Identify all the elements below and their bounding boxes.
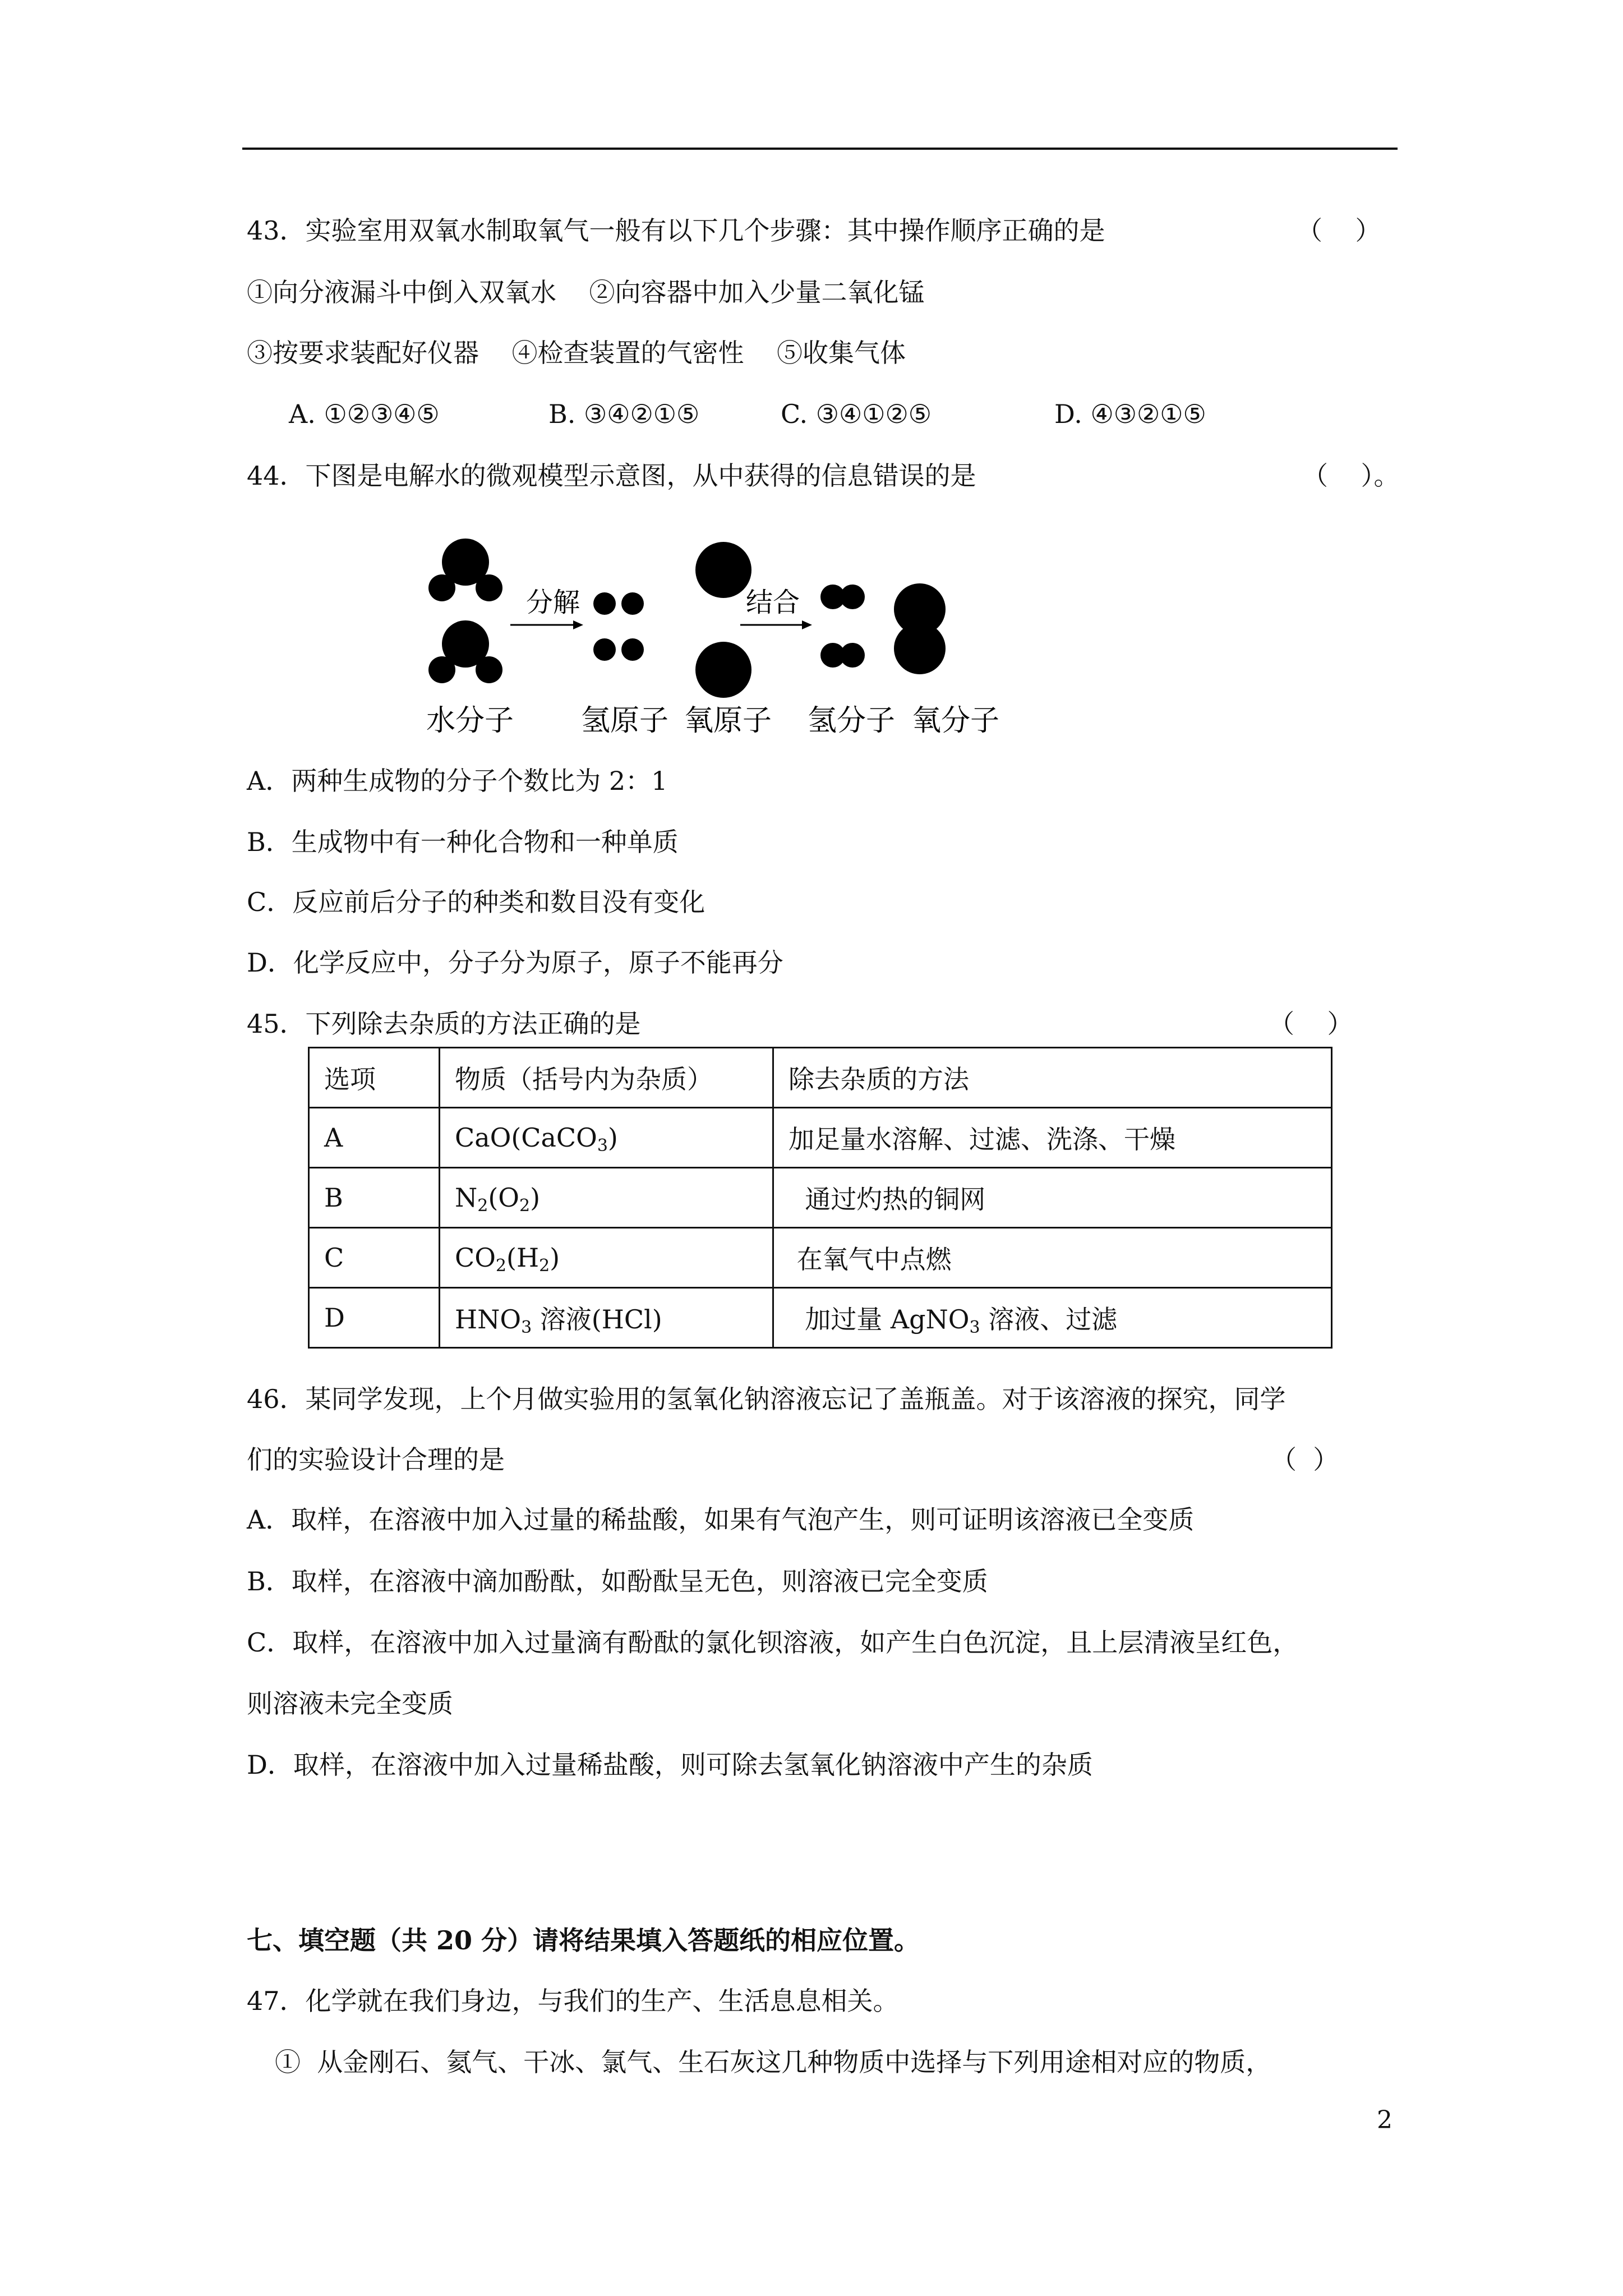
label-hydrogen-molecule: 氢分子 <box>808 704 896 738</box>
arrow1 <box>510 620 583 629</box>
q46-stem-line2: 们的实验设计合理的是 <box>247 1444 505 1475</box>
electrolysis-diagram <box>426 527 1021 740</box>
row-method: 通过灼热的铜网 <box>773 1168 1332 1228</box>
oxygen-molecule <box>894 583 946 674</box>
section7-heading: 七、填空题（共 20 分）请将结果填入答题纸的相应位置。 <box>247 1925 920 1955</box>
label-water-molecule: 水分子 <box>426 704 514 738</box>
q44-option-d: D．化学反应中，分子分为原子，原子不能再分 <box>247 947 783 978</box>
label-oxygen-molecule: 氧分子 <box>912 704 1000 738</box>
arrow1-label: 分解 <box>526 587 580 618</box>
oxygen-atoms <box>695 542 751 698</box>
q44-answer-paren: （ ）。 <box>1302 461 1400 491</box>
q46-option-d: D．取样，在溶液中加入过量稀盐酸，则可除去氢氧化钠溶液中产生的杂质 <box>247 1750 1093 1780</box>
q45-answer-paren: （ ） <box>1269 1009 1353 1039</box>
q43-option-d: D. ④③②①⑤ <box>1054 399 1206 429</box>
header-option: 选项 <box>309 1048 440 1108</box>
q46-option-a: A．取样，在溶液中加入过量的稀盐酸，如果有气泡产生，则可证明该溶液已全变质 <box>247 1504 1195 1535</box>
row-option: A <box>309 1108 440 1168</box>
header-method: 除去杂质的方法 <box>773 1048 1332 1108</box>
header-substance: 物质（括号内为杂质） <box>440 1048 773 1108</box>
q45-stem: 45．下列除去杂质的方法正确的是 <box>247 1009 641 1039</box>
q46-option-b: B．取样，在溶液中滴加酚酞，如酚酞呈无色，则溶液已完全变质 <box>247 1566 988 1596</box>
arrow2 <box>740 620 812 629</box>
row-substance: CaO(CaCO$_3$) <box>440 1108 773 1168</box>
q43-option-c: C. ③④①②⑤ <box>781 399 932 429</box>
row-option: C <box>309 1228 440 1288</box>
arrow2-label: 结合 <box>746 587 800 618</box>
q46-option-c-line2: 则溶液未完全变质 <box>247 1688 453 1719</box>
table-row <box>309 1288 1332 1348</box>
q43-steps-line1: ①向分液漏斗中倒入双氧水 ②向容器中加入少量二氧化锰 <box>247 277 925 307</box>
water-molecule-bottom <box>428 620 502 683</box>
label-oxygen-atom: 氧原子 <box>684 704 772 738</box>
q47-item1: ① 从金刚石、氦气、干冰、氯气、生石灰这几种物质中选择与下列用途相对应的物质， <box>275 2047 1272 2077</box>
header-rule <box>242 148 1398 150</box>
row-method: 加过量 AgNO$_3$ 溶液、过滤 <box>773 1288 1332 1348</box>
row-substance: $CO_2(H_2)$ <box>440 1228 773 1288</box>
q44-stem: 44．下图是电解水的微观模型示意图，从中获得的信息错误的是 <box>247 461 976 491</box>
row-method: 加足量水溶解、过滤、洗涤、干燥 <box>773 1108 1332 1168</box>
q46-option-c-line1: C．取样，在溶液中加入过量滴有酚酞的氯化钡溶液，如产生白色沉淀，且上层清液呈红色， <box>247 1627 1299 1658</box>
table-row <box>309 1228 1332 1288</box>
row-option: B <box>309 1168 440 1228</box>
q44-option-c: C．反应前后分子的种类和数目没有变化 <box>247 887 706 917</box>
row-method: 在氧气中点燃 <box>773 1228 1332 1288</box>
q44-option-a: A．两种生成物的分子个数比为 2：1 <box>247 766 668 796</box>
q44-option-b: B．生成物中有一种化合物和一种单质 <box>247 827 679 857</box>
row-option: D <box>309 1288 440 1348</box>
q43-option-b: B. ③④②①⑤ <box>548 399 700 429</box>
q43-steps-line2: ③按要求装配好仪器 ④检查装置的气密性 ⑤收集气体 <box>247 338 906 368</box>
table-row <box>309 1168 1332 1228</box>
impurity-removal-table <box>308 1047 1332 1349</box>
table-row <box>309 1108 1332 1168</box>
row-substance: $N_2(O_2)$ <box>440 1168 773 1228</box>
q46-answer-paren: （ ） <box>1271 1444 1339 1475</box>
hydrogen-molecules <box>820 585 865 668</box>
water-molecule-top <box>428 539 502 601</box>
q43-stem: 43．实验室用双氧水制取氧气一般有以下几个步骤：其中操作顺序正确的是 <box>247 215 1105 246</box>
label-hydrogen-atom: 氢原子 <box>581 704 669 738</box>
table-header-row <box>309 1048 1332 1108</box>
row-substance: $HNO_3$ 溶液(HCl) <box>440 1288 773 1348</box>
q47-stem: 47．化学就在我们身边，与我们的生产、生活息息相关。 <box>247 1986 899 2016</box>
q43-answer-paren: （ ） <box>1297 215 1381 246</box>
q43-option-a: A. ①②③④⑤ <box>289 399 440 429</box>
hydrogen-atoms <box>593 592 644 661</box>
page-number: 2 <box>1377 2106 1393 2134</box>
q46-stem-line1: 46．某同学发现，上个月做实验用的氢氧化钠溶液忘记了盖瓶盖。对于该溶液的探究，同学 <box>247 1384 1286 1414</box>
